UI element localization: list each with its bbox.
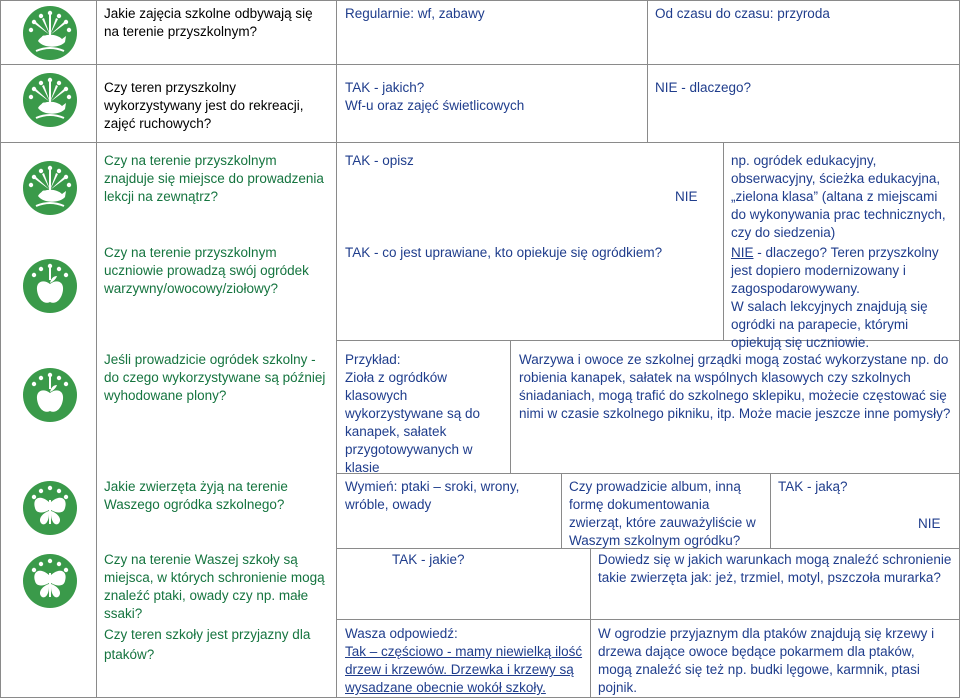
butterfly-icon — [22, 480, 78, 536]
row-divider — [0, 64, 960, 65]
hint-text: W ogrodzie przyjaznym dla ptaków znajdują się krzewy i drzewa dające owoce będące pokarmem dla ptaków, mogą znaleźć się też np. budki lęgowe, karmnik, ptasi pojnik. — [598, 626, 935, 695]
column-divider — [336, 0, 337, 698]
apple-icon — [22, 367, 78, 423]
column-divider — [510, 340, 511, 473]
row-divider — [0, 142, 960, 143]
hint-text: Dowiedz się w jakich warunkach mogą znaleźć schronienie takie zwierzęta jak: jeż, trzmiel, motyl, pszczoła murarka? — [598, 552, 952, 585]
column-divider — [723, 142, 724, 340]
answer-yes: TAK - opisz — [345, 153, 414, 168]
question-text: Czy teren szkoły jest przyjazny dla ptaków? — [104, 627, 311, 662]
answer-yes: TAK - jakie? — [392, 552, 465, 567]
answer-yes: TAK - co jest uprawiane, kto opiekuje się ogródkiem? — [345, 245, 663, 260]
question-text: Czy teren przyszkolny wykorzystywany jest do rekreacji, zajęć ruchowych? — [104, 80, 304, 131]
album-question: Czy prowadzicie album, inną formę dokumentowania zwierząt, które zauważyliście w Waszym szkolnym ogródku? — [569, 479, 756, 548]
apple-icon — [22, 258, 78, 314]
column-divider — [96, 0, 97, 698]
answer-yes: TAK - jakich? Wf-u oraz zajęć świetlicowych — [345, 80, 525, 113]
column-divider — [590, 548, 591, 698]
answer-block: Wasza odpowiedź: Tak – częściowo - mamy niewielką ilość drzew i krzewów. Drzewka i krzewy są wysadzane obecnie wokół szkoły. — [345, 626, 583, 695]
column-divider — [770, 473, 771, 548]
table-border — [0, 0, 960, 1]
question-text: Jakie zwierzęta żyją na terenie Waszego ogródka szkolnego? — [104, 479, 288, 512]
question-text: Jakie zajęcia szkolne odbywają się na terenie przyszkolnym? — [104, 6, 313, 39]
example-text: Przykład: Zioła z ogródków klasowych wykorzystywane są do kanapek, sałatek przygotowywanych w klasie — [345, 352, 481, 475]
note-text: np. ogródek edukacyjny, obserwacyjny, ścieżka edukacyjna, „zielona klasa” (altana z miejscami do wykonywania prac technicznych, czy do siedzenia) — [731, 153, 946, 240]
answer-regular: Regularnie: wf, zabawy — [345, 6, 485, 21]
note-text: NIE - dlaczego? Teren przyszkolny jest dopiero modernizowany i zagospodarowywany. W salach lekcyjnych znajdują się ogródki na parapecie, którymi opiekują się uczniowie. — [731, 245, 939, 350]
butterfly-icon — [22, 553, 78, 609]
answer-list: Wymień: ptaki – sroki, wrony, wróble, owady — [345, 479, 520, 512]
hint-text: Warzywa i owoce ze szkolnej grządki mogą zostać wykorzystane np. do robienia kanapek, sałatek na wspólnych klasowych czy szkolnych śniadaniach, mogą trafić do szkolnego sklepiku, możecie częstować się nimi w czasie szkolnego pikniku, itp. Może macie jeszcze inne pomysły? — [519, 352, 951, 421]
question-text: Czy na terenie przyszkolnym znajduje się miejsce do prowadzenia lekcji na zewnątrz? — [104, 153, 324, 204]
column-divider — [561, 473, 562, 548]
answer-occasional: Od czasu do czasu: przyroda — [655, 6, 830, 21]
column-divider — [647, 0, 648, 142]
bird-icon — [22, 160, 78, 216]
question-text: Czy na terenie Waszej szkoły są miejsca, w których schronienie mogą znaleźć ptaki, owady czy np. małe ssaki? — [104, 552, 325, 621]
bird-icon — [22, 5, 78, 61]
question-text: Jeśli prowadzicie ogródek szkolny - do czego wykorzystywane są później wyhodowane plony? — [104, 352, 326, 403]
row-divider — [336, 619, 960, 620]
table-border — [0, 0, 1, 698]
answer-no: NIE — [918, 516, 941, 531]
question-text: Czy na terenie przyszkolnym uczniowie prowadzą swój ogródek warzywny/owocowy/ziołowy? — [104, 245, 309, 296]
answer-yes: TAK - jaką? — [778, 479, 848, 494]
answer-no: NIE — [675, 189, 698, 204]
answer-no: NIE - dlaczego? — [655, 80, 752, 95]
bird-icon — [22, 72, 78, 128]
